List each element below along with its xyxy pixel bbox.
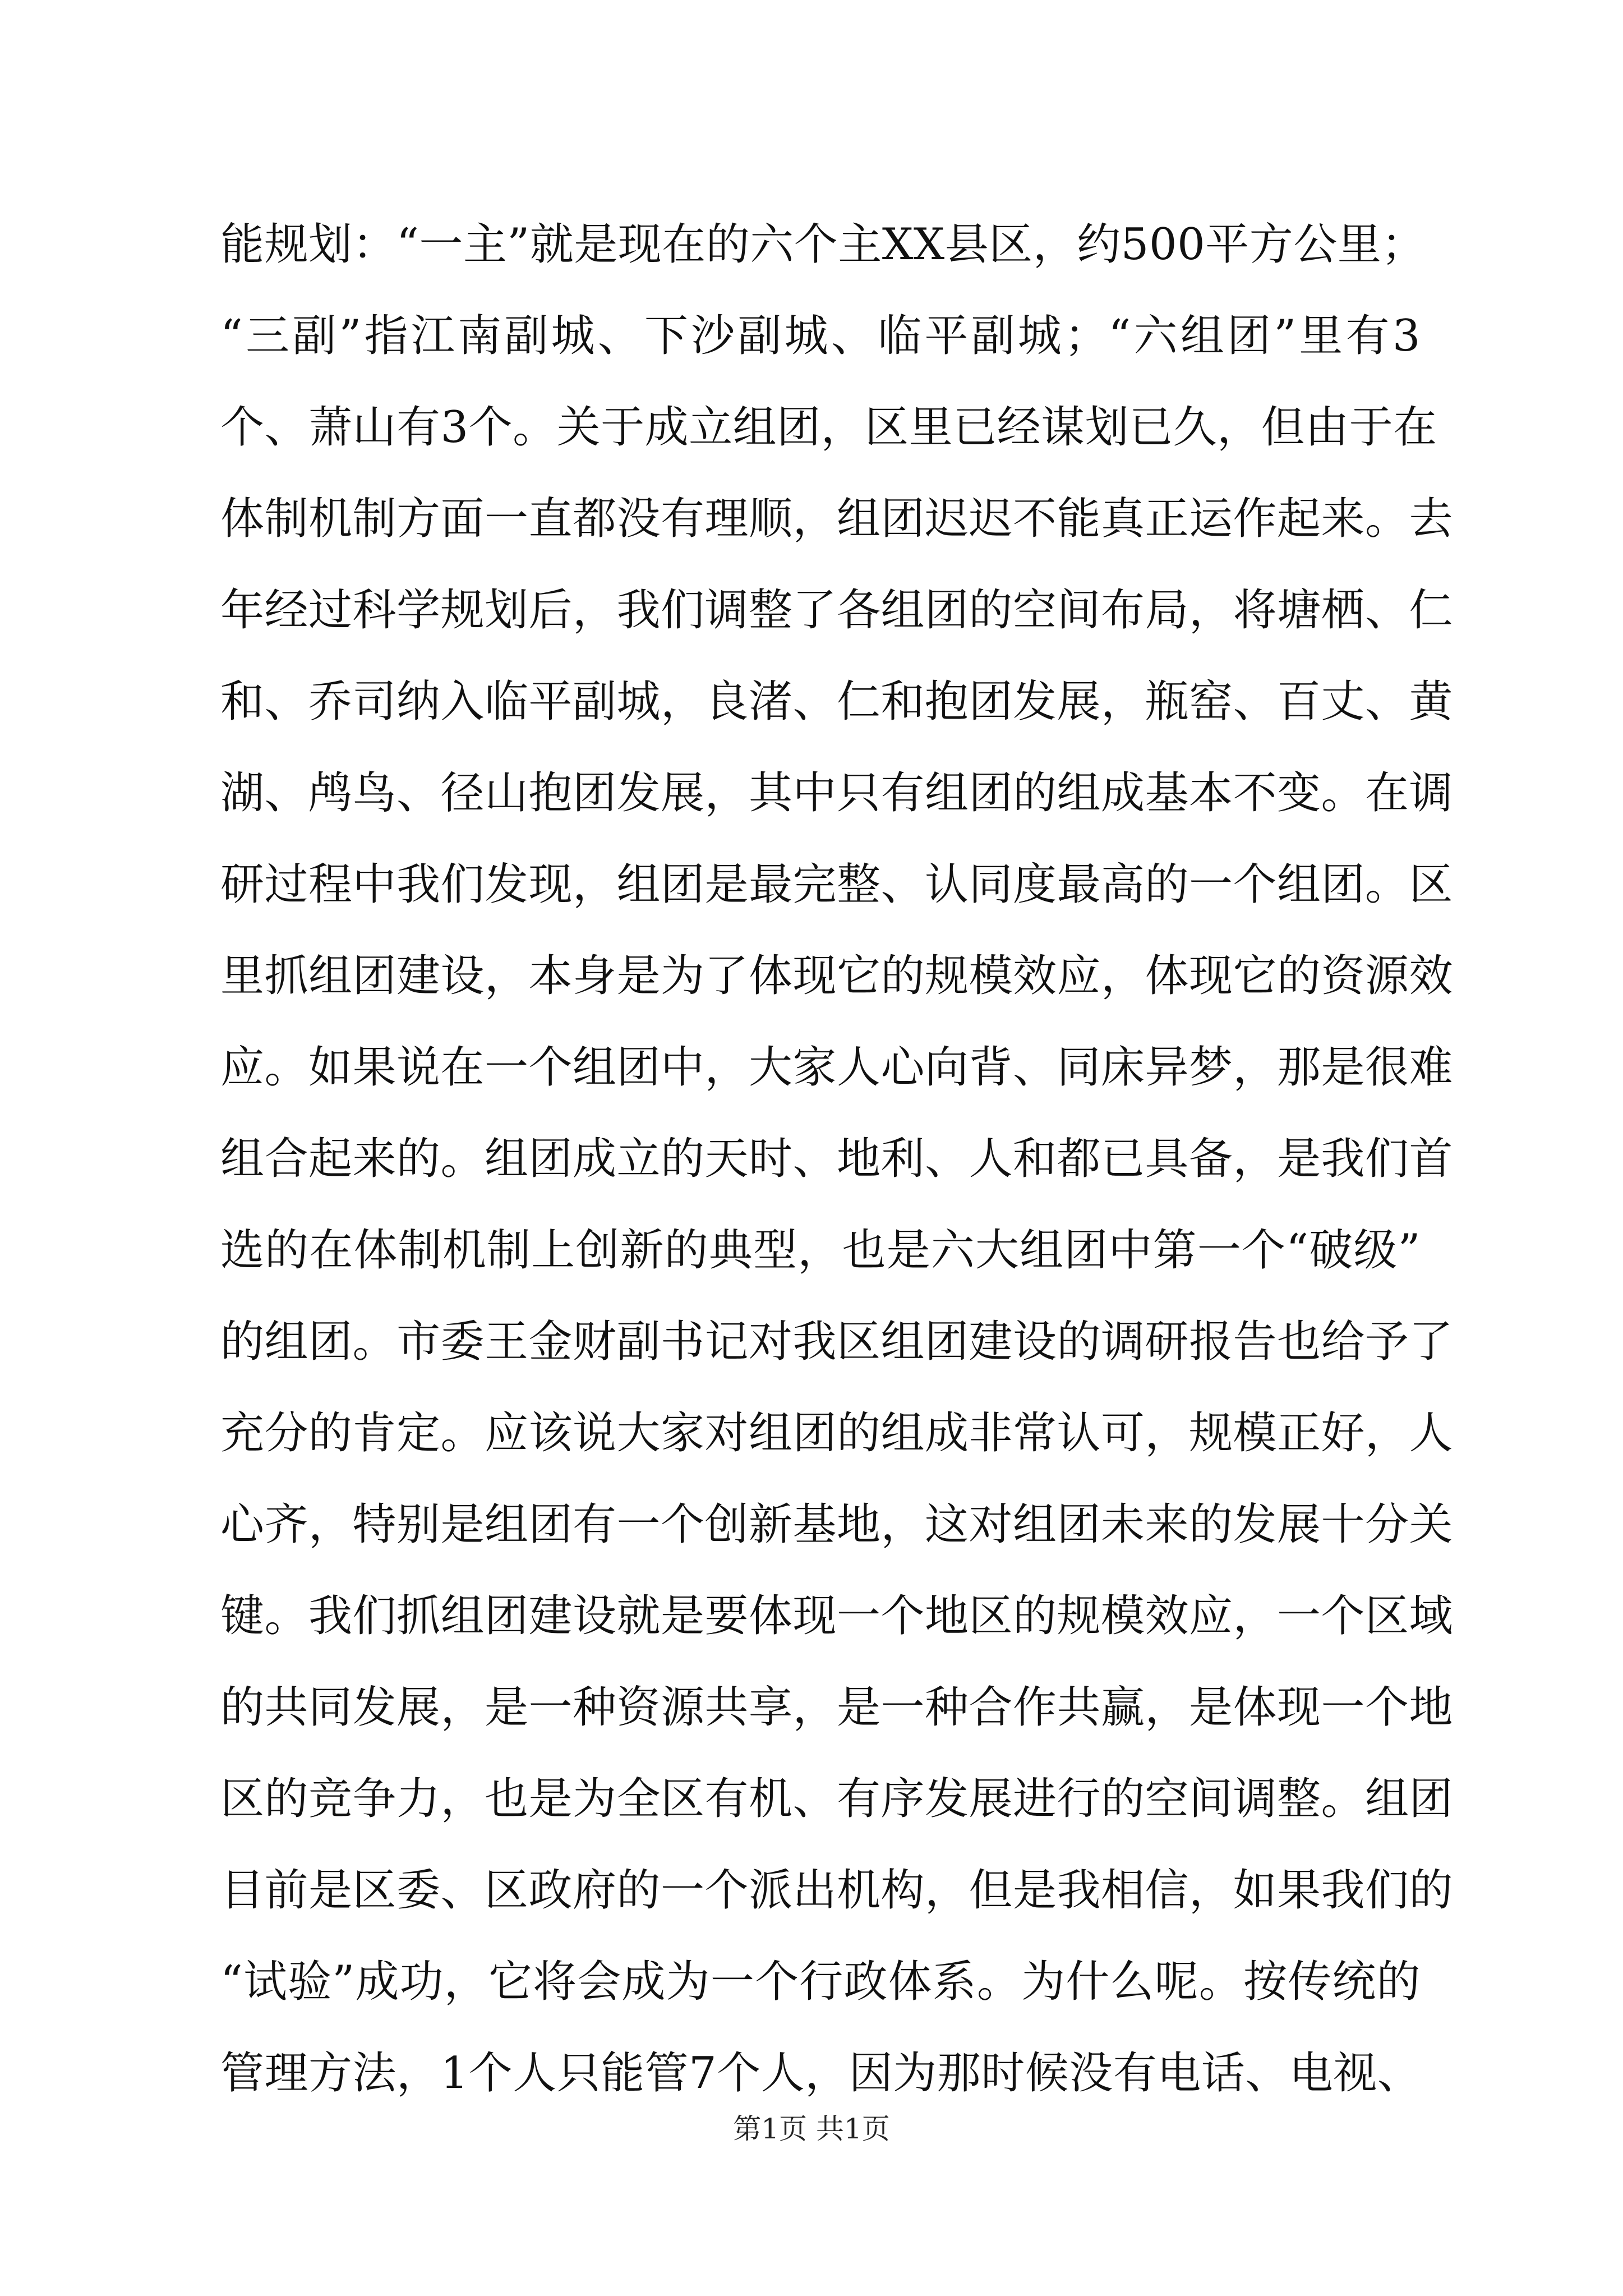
text-line: 目前是区委、区政府的一个派出机构，但是我相信，如果我们的 (220, 1865, 1454, 1916)
text-line: 键。我们抓组团建设就是要体现一个地区的规模效应，一个区域 (220, 1591, 1454, 1641)
text-line: 能规划：“一主”就是现在的六个主XX县区，约500平方公里； (220, 219, 1426, 270)
page-footer: 第1页 共1页 (733, 2113, 890, 2145)
text-line: 和、乔司纳入临平副城，良渚、仁和抱团发展，瓶窑、百丈、黄 (220, 677, 1454, 727)
text-line: “三副”指江南副城、下沙副城、临平副城；“六组团”里有3 (220, 311, 1421, 361)
body-text (220, 199, 1454, 2119)
text-line: 年经过科学规划后，我们调整了各组团的空间布局，将塘栖、仁 (220, 585, 1454, 636)
text-line: 充分的肯定。应该说大家对组团的组成非常认可，规模正好，人 (220, 1408, 1454, 1458)
text-line: 个、萧山有3个。关于成立组团，区里已经谋划已久，但由于在 (220, 402, 1437, 453)
text-line: “试验”成功，它将会成为一个行政体系。为什么呢。按传统的 (220, 1957, 1421, 2007)
text-line: 研过程中我们发现，组团是最完整、认同度最高的一个组团。区 (220, 859, 1454, 910)
text-line: 的组团。市委王金财副书记对我区组团建设的调研报告也给予了 (220, 1317, 1454, 1367)
text-line: 组合起来的。组团成立的天时、地利、人和都已具备，是我们首 (220, 1134, 1454, 1184)
text-line: 管理方法，1个人只能管7个人，因为那时候没有电话、电视、 (220, 2048, 1422, 2099)
text-line: 体制机制方面一直都没有理顺，组团迟迟不能真正运作起来。去 (220, 494, 1454, 544)
text-line: 里抓组团建设，本身是为了体现它的规模效应，体现它的资源效 (220, 951, 1454, 1001)
text-line: 湖、鸬鸟、径山抱团发展，其中只有组团的组成基本不变。在调 (220, 768, 1454, 818)
text-line: 应。如果说在一个组团中，大家人心向背、同床异梦，那是很难 (220, 1042, 1454, 1093)
text-line: 选的在体制机制上创新的典型，也是六大组团中第一个“破级” (220, 1225, 1421, 1276)
text-line: 区的竞争力，也是为全区有机、有序发展进行的空间调整。组团 (220, 1774, 1454, 1824)
text-line: 心齐，特别是组团有一个创新基地，这对组团未来的发展十分关 (220, 1499, 1454, 1550)
text-line: 的共同发展，是一种资源共享，是一种合作共赢，是体现一个地 (220, 1682, 1454, 1733)
